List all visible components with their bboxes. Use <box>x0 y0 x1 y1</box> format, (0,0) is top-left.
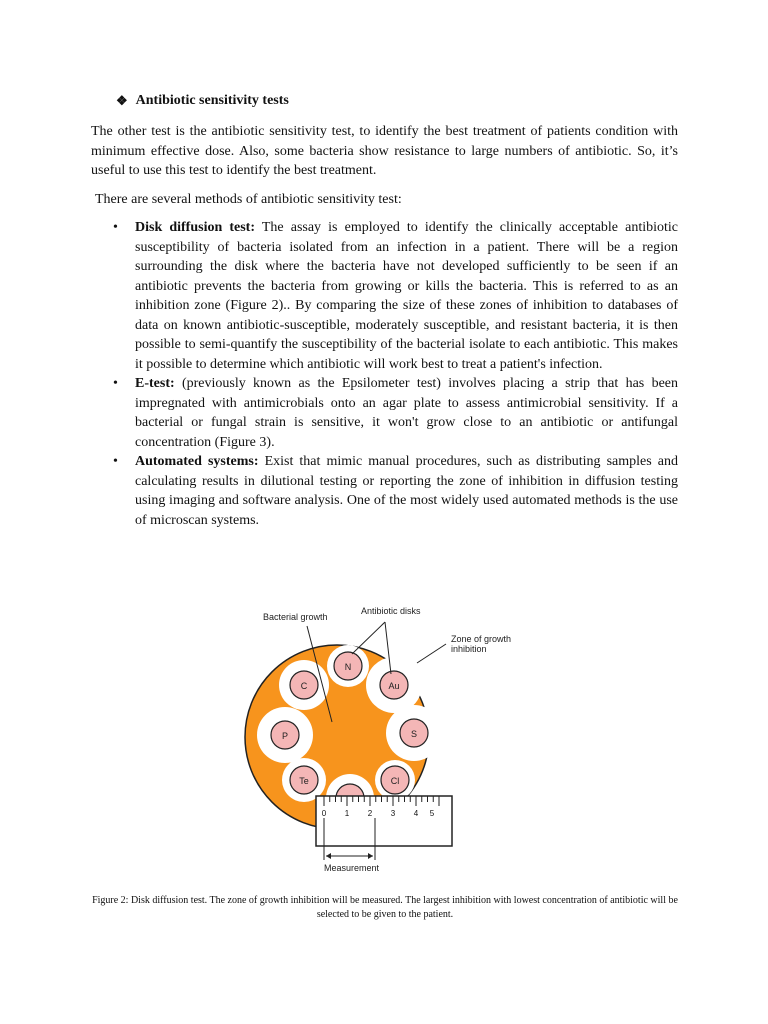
disk-label: S <box>410 729 418 739</box>
list-item <box>110 218 678 374</box>
method-term: Disk diffusion test: <box>135 220 256 235</box>
disk-label: Au <box>388 681 400 691</box>
method-text: (previously known as the Epsilometer test) involves placing a strip that has been impregnated with antimicrobials onto an agar plate to assess antimicrobial sensitivity. If a bacterial or fungal strain is sensitive, it won't grow close to an antibiotic or antifungal concentration (Figure 3). <box>135 376 678 450</box>
disk-diffusion-diagram <box>240 600 530 880</box>
ruler-tick-label: 5 <box>429 809 435 818</box>
figure-caption: Figure 2: Disk diffusion test. The zone of growth inhibition will be measured. The largest inhibition with lowest concentration of antibiotic will be selected to be given to the patient. <box>92 895 678 920</box>
arrow-right-icon <box>368 853 373 859</box>
disk-C <box>279 660 329 710</box>
method-term: Automated systems: <box>135 454 259 469</box>
zone-label-line1: Zone of growth <box>451 634 512 644</box>
disk-label: Te <box>299 776 309 786</box>
diamond-bullet-icon: ❖ <box>116 93 128 108</box>
disk-label: P <box>281 731 289 741</box>
bullet-icon: • <box>113 454 118 469</box>
ruler <box>316 796 452 846</box>
method-term: E-test: <box>135 376 175 391</box>
ruler-tick-label: 1 <box>344 809 350 818</box>
list-item <box>110 374 678 452</box>
arrow-left-icon <box>326 853 331 859</box>
method-text: Exist that mimic manual procedures, such as distributing samples and calculating results in dilutional testing or reporting the zone of inhibition in diffusion testing using imaging and software analysis. One of the most widely used automated methods is the use of microscan systems. <box>135 454 678 528</box>
bacterial-growth-label: Bacterial growth <box>263 612 328 622</box>
zone-pointer <box>417 644 446 663</box>
disk-label: N <box>344 662 352 672</box>
zone-label-line2: inhibition <box>451 644 487 654</box>
disk-Cl <box>375 760 415 800</box>
section-heading <box>116 93 289 109</box>
section-title: Antibiotic sensitivity tests <box>135 93 289 108</box>
ruler-tick-label: 0 <box>321 809 327 818</box>
ruler-tick-label: 2 <box>367 809 373 818</box>
measurement-label: Measurement <box>324 863 380 873</box>
disk-P <box>257 707 313 763</box>
ruler-tick-label: 3 <box>390 809 396 818</box>
bullet-icon: • <box>113 376 118 391</box>
disk-pointer <box>352 622 385 654</box>
bullet-icon: • <box>113 220 118 235</box>
methods-intro: There are several methods of antibiotic sensitivity test: <box>95 192 402 207</box>
disk-label: Cl <box>390 776 400 786</box>
antibiotic-disks-label: Antibiotic disks <box>361 606 421 616</box>
method-text: The assay is employed to identify the clinically acceptable antibiotic susceptibility of bacteria isolated from an infection in a patient. There will be a region surrounding the disk where the bacteria have not developed sufficiently to be seen if an antibiotic prevents the bacteria from growing or kills the bacteria. This is referred to as an inhibition zone (Figure 2).. By comparing the size of these zones of inhibition to databases of data on known antibiotic-susceptible, moderately susceptible, and resistant bacteria, it is then possible to semi-quantify the susceptibility of the bacterial isolate to each antibiotic. This makes it possible to determine which antibiotic will work best to treat a patient's infection. <box>135 220 679 372</box>
intro-paragraph: The other test is the antibiotic sensitivity test, to identify the best treatment of patients condition with minimum effective dose. Also, some bacteria show resistance to large numbers of antibiotic. So, it’s useful to use this test to identify the best treatment. <box>91 124 678 178</box>
disk-diffusion-figure <box>240 600 530 880</box>
disk-S <box>386 705 442 761</box>
disk-label: C <box>300 681 308 691</box>
disk-Au <box>366 657 422 713</box>
methods-list <box>110 218 678 530</box>
ruler-tick-label: 4 <box>413 809 419 818</box>
list-item <box>110 452 678 530</box>
disk-N <box>327 645 369 687</box>
